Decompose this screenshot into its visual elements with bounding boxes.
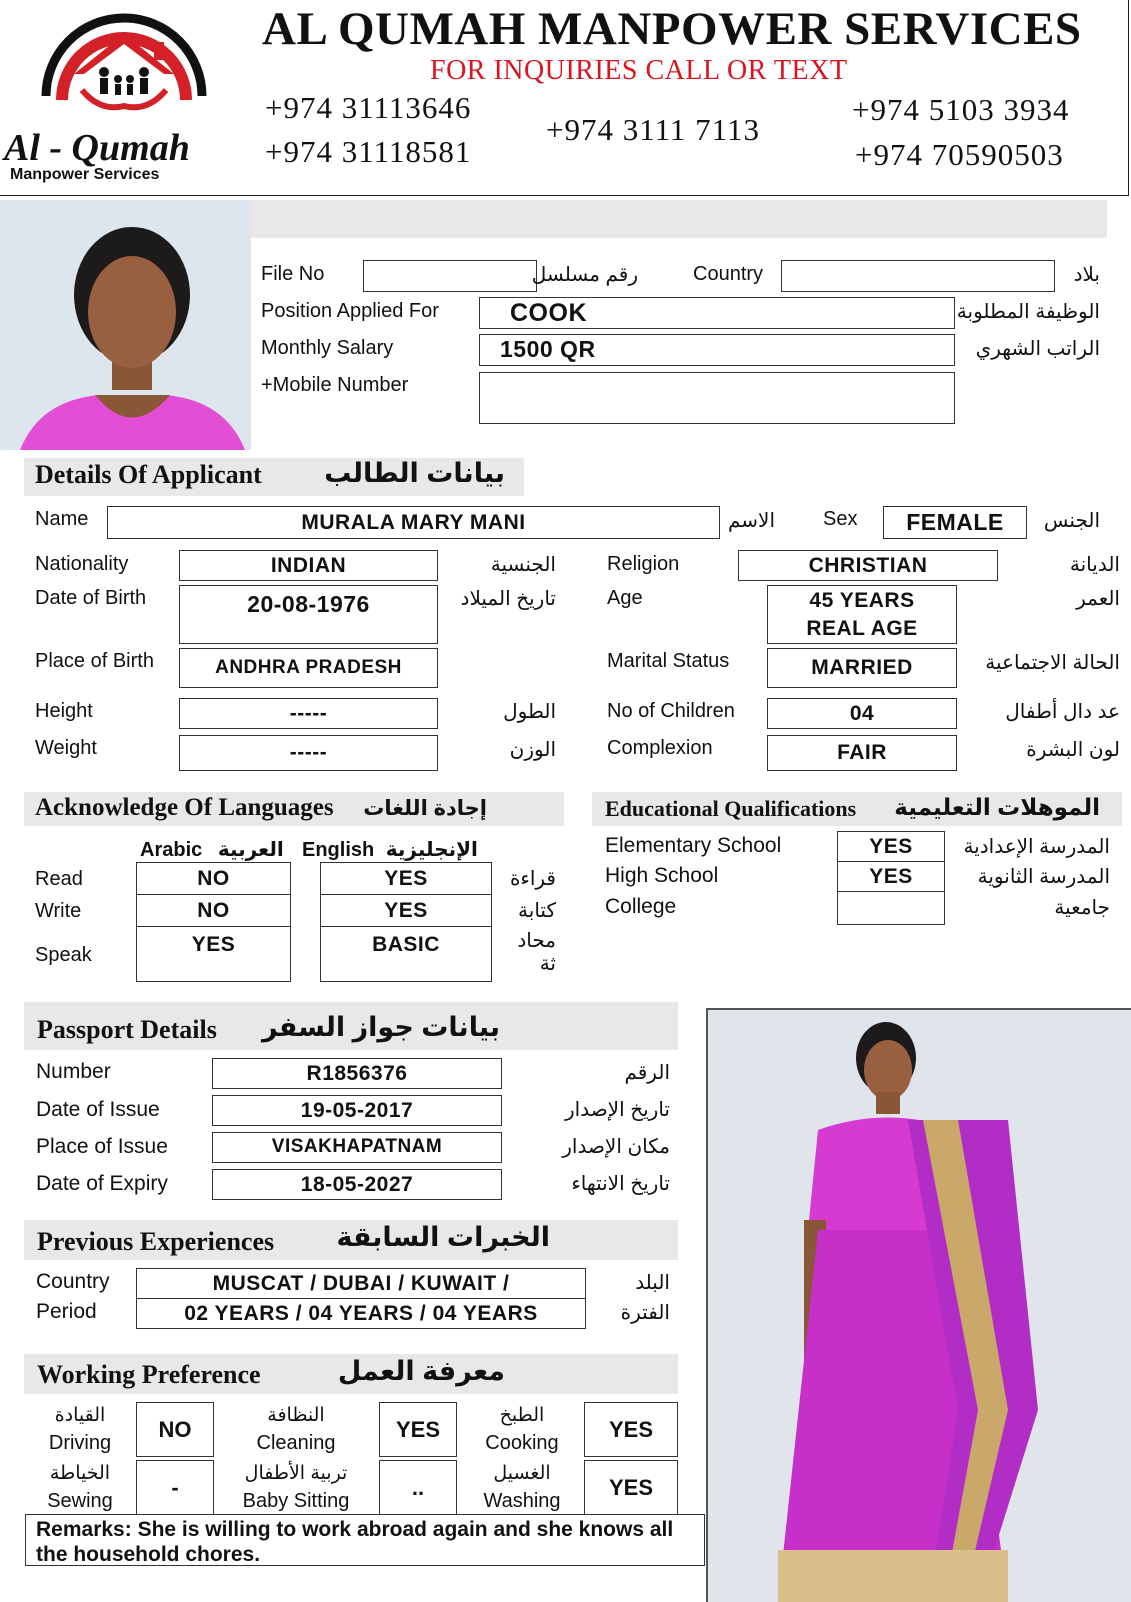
phone-number: +974 70590503 — [855, 137, 1064, 172]
dob-value: 20-08-1976 — [247, 591, 370, 617]
lang-row-label-ar: كتابة — [518, 900, 556, 922]
religion-field[interactable]: CHRISTIAN — [738, 550, 998, 581]
salary-field[interactable] — [479, 334, 955, 366]
header — [0, 0, 1129, 196]
english-column-header — [302, 837, 478, 862]
lang-row-label: Read — [35, 868, 83, 890]
arabic-header-label: Arabic — [140, 839, 203, 861]
passport-row-label-ar: الرقم — [624, 1062, 670, 1084]
phone-number: +974 31118581 — [265, 134, 472, 169]
pref-label-ar: القيادة — [54, 1405, 106, 1426]
nationality-label: Nationality — [35, 553, 129, 575]
pref-label: Cleaning — [256, 1432, 336, 1454]
experience-section-title-ar: الخبرات السابقة — [336, 1222, 550, 1252]
arabic-speak-value: YES — [191, 933, 236, 956]
marital-label-ar: الحالة الاجتماعية — [985, 652, 1120, 674]
pob-label: Place of Birth — [35, 650, 154, 672]
english-write-field[interactable]: YES — [320, 894, 492, 927]
religion-label-ar: الديانة — [1069, 554, 1120, 576]
passport-expiry-date-field[interactable]: 18-05-2027 — [212, 1169, 502, 1200]
nationality-field[interactable]: INDIAN — [179, 550, 438, 581]
high-school-field[interactable]: YES — [837, 861, 945, 892]
inquiry-text: FOR INQUIRIES CALL OR TEXT — [430, 55, 848, 86]
country-label: Country — [693, 263, 764, 285]
pref-label-ar: النظافة — [267, 1405, 325, 1426]
sewing-field[interactable]: - — [136, 1460, 214, 1515]
cooking-field[interactable]: YES — [584, 1402, 678, 1457]
dob-label: Date of Birth — [35, 587, 147, 609]
company-name: AL QUMAH MANPOWER SERVICES — [262, 3, 1082, 55]
remarks-label: Remarks: — [36, 1518, 132, 1541]
pref-label: Baby Sitting — [242, 1490, 350, 1512]
age-label: Age — [607, 587, 643, 609]
marital-field[interactable]: MARRIED — [767, 648, 957, 688]
passport-row-label: Date of Expiry — [36, 1172, 168, 1195]
passport-number-field[interactable]: R1856376 — [212, 1058, 502, 1089]
experience-period-label: Period — [36, 1300, 97, 1323]
arabic-column-header — [140, 837, 284, 862]
portrait-icon — [0, 200, 251, 450]
applicant-full-photo — [706, 1008, 1131, 1602]
education-row-label: College — [605, 895, 677, 918]
experience-country-field[interactable]: MUSCAT / DUBAI / KUWAIT / — [136, 1268, 586, 1299]
dob-field[interactable] — [179, 585, 438, 644]
remarks-box — [25, 1514, 705, 1566]
education-section-title: Educational Qualifications — [605, 796, 857, 821]
marital-label: Marital Status — [607, 650, 730, 672]
english-read-field[interactable]: YES — [320, 862, 492, 895]
age-note: REAL AGE — [806, 616, 918, 640]
age-value: 45 YEARS — [809, 589, 915, 613]
cleaning-field[interactable]: YES — [379, 1402, 457, 1457]
lang-row-label: Speak — [35, 944, 92, 966]
passport-issue-place-field[interactable]: VISAKHAPATNAM — [212, 1132, 502, 1163]
country-label-ar: بلاد — [1073, 264, 1100, 286]
children-label: No of Children — [607, 700, 735, 722]
english-speak-value: BASIC — [372, 933, 440, 956]
position-value: COOK — [510, 298, 587, 327]
arabic-read-field[interactable]: NO — [136, 862, 291, 895]
pref-label: Washing — [483, 1490, 561, 1512]
logo-text: Al - Qumah — [4, 127, 190, 169]
passport-row-label: Date of Issue — [36, 1098, 160, 1121]
age-label-ar: العمر — [1076, 588, 1120, 610]
nationality-label-ar: الجنسية — [490, 554, 556, 576]
washing-field[interactable]: YES — [584, 1460, 678, 1515]
passport-row-label: Place of Issue — [36, 1135, 168, 1158]
experience-section-title: Previous Experiences — [37, 1227, 275, 1256]
pref-label-ar: الطبخ — [499, 1405, 545, 1426]
phone-number: +974 5103 3934 — [852, 92, 1070, 127]
complexion-label-ar: لون البشرة — [1026, 739, 1120, 761]
pref-label-ar: الخياطة — [49, 1463, 111, 1484]
sex-label: Sex — [823, 508, 858, 530]
passport-section-title: Passport Details — [37, 1015, 217, 1044]
height-field[interactable]: ----- — [179, 698, 438, 729]
sex-field[interactable]: FEMALE — [883, 506, 1027, 539]
salary-value: 1500 QR — [500, 336, 596, 363]
education-section-title-ar: الموهلات التعليمية — [894, 794, 1100, 820]
driving-field[interactable]: NO — [136, 1402, 214, 1457]
top-header-band — [251, 200, 1107, 238]
education-row-label-ar: المدرسة الإعدادية — [963, 836, 1110, 858]
children-field[interactable]: 04 — [767, 698, 957, 729]
name-label: Name — [35, 508, 89, 530]
preference-section-title-ar: معرفة العمل — [337, 1356, 505, 1386]
college-field[interactable] — [837, 891, 945, 925]
file-no-label-ar: رقم مسلسل — [531, 264, 638, 286]
logo-subtext: Manpower Services — [10, 166, 160, 183]
mobile-label: +Mobile Number — [261, 374, 409, 396]
file-no-field[interactable] — [363, 260, 537, 292]
baby-sitting-field[interactable]: .. — [379, 1460, 457, 1515]
religion-label: Religion — [607, 553, 680, 575]
pob-field[interactable]: ANDHRA PRADESH — [179, 648, 438, 688]
file-no-label: File No — [261, 263, 325, 285]
english-header-label: English — [302, 839, 375, 861]
mobile-field[interactable] — [479, 372, 955, 424]
arabic-header-label-ar: العربية — [217, 839, 284, 861]
applicant-section-title-ar: بيانات الطالب — [324, 458, 505, 488]
salary-label-ar: الراتب الشهري — [975, 338, 1100, 360]
name-label-ar: الاسم — [727, 510, 775, 532]
full-body-photo-icon — [708, 1010, 1131, 1602]
age-field[interactable] — [767, 585, 957, 644]
weight-label-ar: الوزن — [509, 739, 556, 761]
pref-label-ar: الغسيل — [493, 1463, 551, 1484]
company-logo — [4, 4, 244, 190]
pref-label: Sewing — [47, 1490, 113, 1512]
complexion-label: Complexion — [607, 737, 713, 759]
salary-label: Monthly Salary — [261, 337, 394, 359]
phone-number: +974 31113646 — [265, 90, 472, 125]
pref-label: Cooking — [485, 1432, 559, 1454]
weight-label: Weight — [35, 737, 97, 759]
pref-label: Driving — [48, 1432, 112, 1454]
passport-section-title-ar: بيانات جواز السفر — [262, 1012, 500, 1042]
education-row-label-ar: المدرسة الثانوية — [977, 866, 1110, 888]
lang-row-label-ar: محاد ثة — [517, 930, 556, 975]
english-header-label-ar: الإنجليزية — [385, 839, 478, 861]
preference-section-title: Working Preference — [37, 1360, 261, 1389]
complexion-field[interactable]: FAIR — [767, 735, 957, 771]
education-row-label: High School — [605, 864, 719, 887]
position-label: Position Applied For — [261, 300, 439, 322]
weight-field[interactable]: ----- — [179, 735, 438, 771]
applicant-section-title: Details Of Applicant — [35, 460, 262, 489]
arabic-write-field[interactable]: NO — [136, 894, 291, 927]
height-label: Height — [35, 700, 93, 722]
arabic-speak-field[interactable] — [136, 926, 291, 982]
name-field[interactable]: MURALA MARY MANI — [107, 506, 720, 539]
elementary-school-field[interactable]: YES — [837, 831, 945, 862]
lang-row-label-ar: قراءة — [509, 868, 556, 890]
position-label-ar: الوظيفة المطلوبة — [956, 301, 1100, 323]
languages-section-title: Acknowledge Of Languages — [35, 794, 334, 821]
passport-issue-date-field[interactable]: 19-05-2017 — [212, 1095, 502, 1126]
experience-country-label: Country — [36, 1270, 110, 1293]
experience-period-label-ar: الفترة — [620, 1302, 670, 1324]
pref-label-ar: تربية الأطفال — [244, 1463, 348, 1484]
phone-number: +974 3111 7113 — [546, 112, 761, 147]
lang-row-label: Write — [35, 900, 82, 922]
passport-row-label: Number — [36, 1060, 111, 1083]
remarks-text: She is willing to work abroad again and she knows all the household chores. — [36, 1518, 674, 1566]
education-row-label-ar: جامعية — [1054, 897, 1110, 919]
experience-country-label-ar: البلد — [635, 1272, 670, 1294]
applicant-portrait-photo — [0, 200, 251, 450]
position-field[interactable] — [479, 297, 955, 329]
children-label-ar: عد دال أطفال — [1005, 701, 1120, 723]
passport-row-label-ar: تاريخ الانتهاء — [571, 1173, 670, 1195]
languages-section-title-ar: إجادة اللغات — [363, 797, 487, 820]
dob-label-ar: تاريخ الميلاد — [460, 588, 556, 610]
height-label-ar: الطول — [503, 701, 556, 723]
passport-row-label-ar: تاريخ الإصدار — [564, 1099, 670, 1121]
education-row-label: Elementary School — [605, 834, 782, 857]
passport-row-label-ar: مكان الإصدار — [562, 1136, 670, 1158]
sex-label-ar: الجنس — [1043, 510, 1100, 532]
country-field[interactable] — [781, 260, 1055, 292]
experience-period-field[interactable]: 02 YEARS / 04 YEARS / 04 YEARS — [136, 1298, 586, 1329]
english-speak-field[interactable] — [320, 926, 492, 982]
